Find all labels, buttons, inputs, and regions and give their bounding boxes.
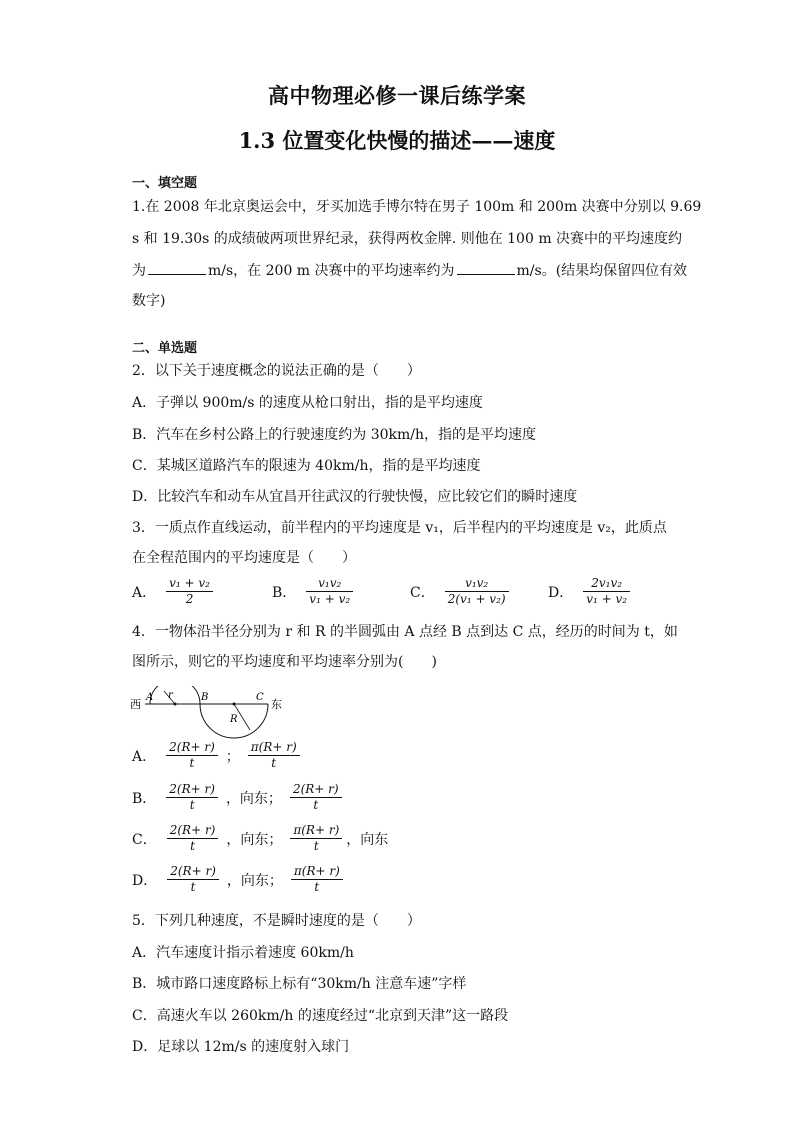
q1-blank-1[interactable] (148, 262, 206, 275)
point-c-label: C (256, 692, 264, 703)
radius-R-label: R (230, 714, 238, 725)
q1-text-b: m/s，在 200 m 决赛中的平均速率约为 (208, 263, 455, 279)
q5-option-c[interactable]: C．高速火车以 260km/h 的速度经过“北京到天津”这一路段 (132, 1008, 509, 1024)
q4-option-c[interactable]: C． $\frac{2(R+ r)}{t}$ ，向东； $\frac{\pi(R+ r)}{t}$ ，向东 (132, 823, 389, 853)
q3-b-fraction: $\frac{\text{v₁v₂}}{\text{v₁ + v₂}}$ (306, 576, 353, 607)
q3-a-fraction: $\frac{\text{v₁ + v₂}}{2}$ (166, 576, 213, 607)
q1-line-3 (132, 262, 687, 280)
q2-option-d[interactable]: D．比较汽车和动车从宜昌开往武汉的行驶快慢，应比较它们的瞬时速度 (132, 489, 578, 505)
q1-text-a: 为 (132, 263, 146, 279)
q2-stem: 2．以下关于速度概念的说法正确的是（ ） (132, 363, 421, 379)
q2-option-b[interactable]: B．汽车在乡村公路上的行驶速度约为 30km/h，指的是平均速度 (132, 427, 537, 443)
q4-line-2: 图所示，则它的平均速度和平均速率分别为( ) (132, 654, 437, 670)
q4-option-b[interactable]: B． $\frac{2(R+ r)}{t}$ ，向东； $\frac{2(R+ r)}{t}$ (132, 782, 346, 813)
q3-option-c[interactable]: C． $\frac{\text{v₁v₂}}{\text{2(v₁ + v₂)}}$ (410, 576, 513, 607)
q1-blank-2[interactable] (457, 262, 515, 275)
q2-option-a[interactable]: A．子弹以 900m/s 的速度从枪口射出，指的是平均速度 (132, 395, 483, 411)
page-title: 高中物理必修一课后练学案 (268, 83, 526, 108)
q5-stem: 5．下列几种速度，不是瞬时速度的是（ ） (132, 913, 421, 929)
section-heading-fill: 一、填空题 (132, 176, 198, 191)
point-b-label: B (201, 692, 209, 703)
q5-option-a[interactable]: A．汽车速度计指示着速度 60km/h (132, 945, 354, 961)
point-a-label: A (146, 692, 154, 703)
section-heading-single: 二、单选题 (132, 341, 198, 356)
west-label: 西 (130, 698, 141, 711)
q1-line-2: s 和 19.30s 的成绩破两项世界纪录，获得两枚金牌. 则他在 100 m 决赛中的平均速度约 (132, 231, 683, 247)
q1-line-4: 数字) (132, 293, 166, 309)
q5-option-d[interactable]: D．足球以 12m/s 的速度射入球门 (132, 1039, 350, 1055)
q1-line-1: 1.在 2008 年北京奥运会中，牙买加选手博尔特在男子 100m 和 200m 决赛中分别以 9.69 (132, 199, 702, 215)
lesson-subtitle: 1.3 位置变化快慢的描述——速度 (238, 128, 556, 153)
q5-option-b[interactable]: B．城市路口速度路标上标有“30km/h 注意车速”字样 (132, 976, 467, 992)
q3-line-1: 3．一质点作直线运动，前半程内的平均速度是 v₁，后半程内的平均速度是 v₂，此质点 (132, 520, 667, 536)
q4-option-d[interactable]: D． $\frac{2(R+ r)}{t}$ ，向东； $\frac{\pi(R+ r)}{t}$ (132, 864, 347, 895)
small-semicircle-r (150, 686, 200, 704)
small-center-dot (174, 703, 177, 706)
q3-line-2: 在全程范围内的平均速度是（ ） (132, 550, 356, 566)
q4-line-1: 4．一物体沿半径分别为 r 和 R 的半圆弧由 A 点经 B 点到达 C 点，经历的时间为 t，如 (132, 624, 678, 640)
q2-option-c[interactable]: C．某城区道路汽车的限速为 40km/h，指的是平均速度 (132, 458, 481, 474)
q3-option-b[interactable]: B． $\frac{\text{v₁v₂}}{\text{v₁ + v₂}}$ (272, 576, 357, 607)
east-label: 东 (271, 698, 282, 711)
q3-d-fraction: $\frac{\text{2v₁v₂}}{\text{v₁ + v₂}}$ (583, 576, 630, 607)
large-center-dot (233, 703, 236, 706)
q3-option-d[interactable]: D． $\frac{\text{2v₁v₂}}{\text{v₁ + v₂}}$ (548, 576, 634, 607)
radius-r-label: r (168, 690, 173, 701)
q1-text-c: m/s。(结果均保留四位有效 (516, 263, 688, 279)
q3-option-a[interactable]: A． $\frac{\text{v₁ + v₂}}{2}$ (132, 576, 217, 607)
q3-c-fraction: $\frac{\text{v₁v₂}}{\text{2(v₁ + v₂)}}$ (445, 576, 509, 607)
q4-option-a[interactable]: A． $\frac{2(R+ r)}{t}$ ； $\frac{\pi(R+ r)}{t}$ (132, 740, 304, 771)
